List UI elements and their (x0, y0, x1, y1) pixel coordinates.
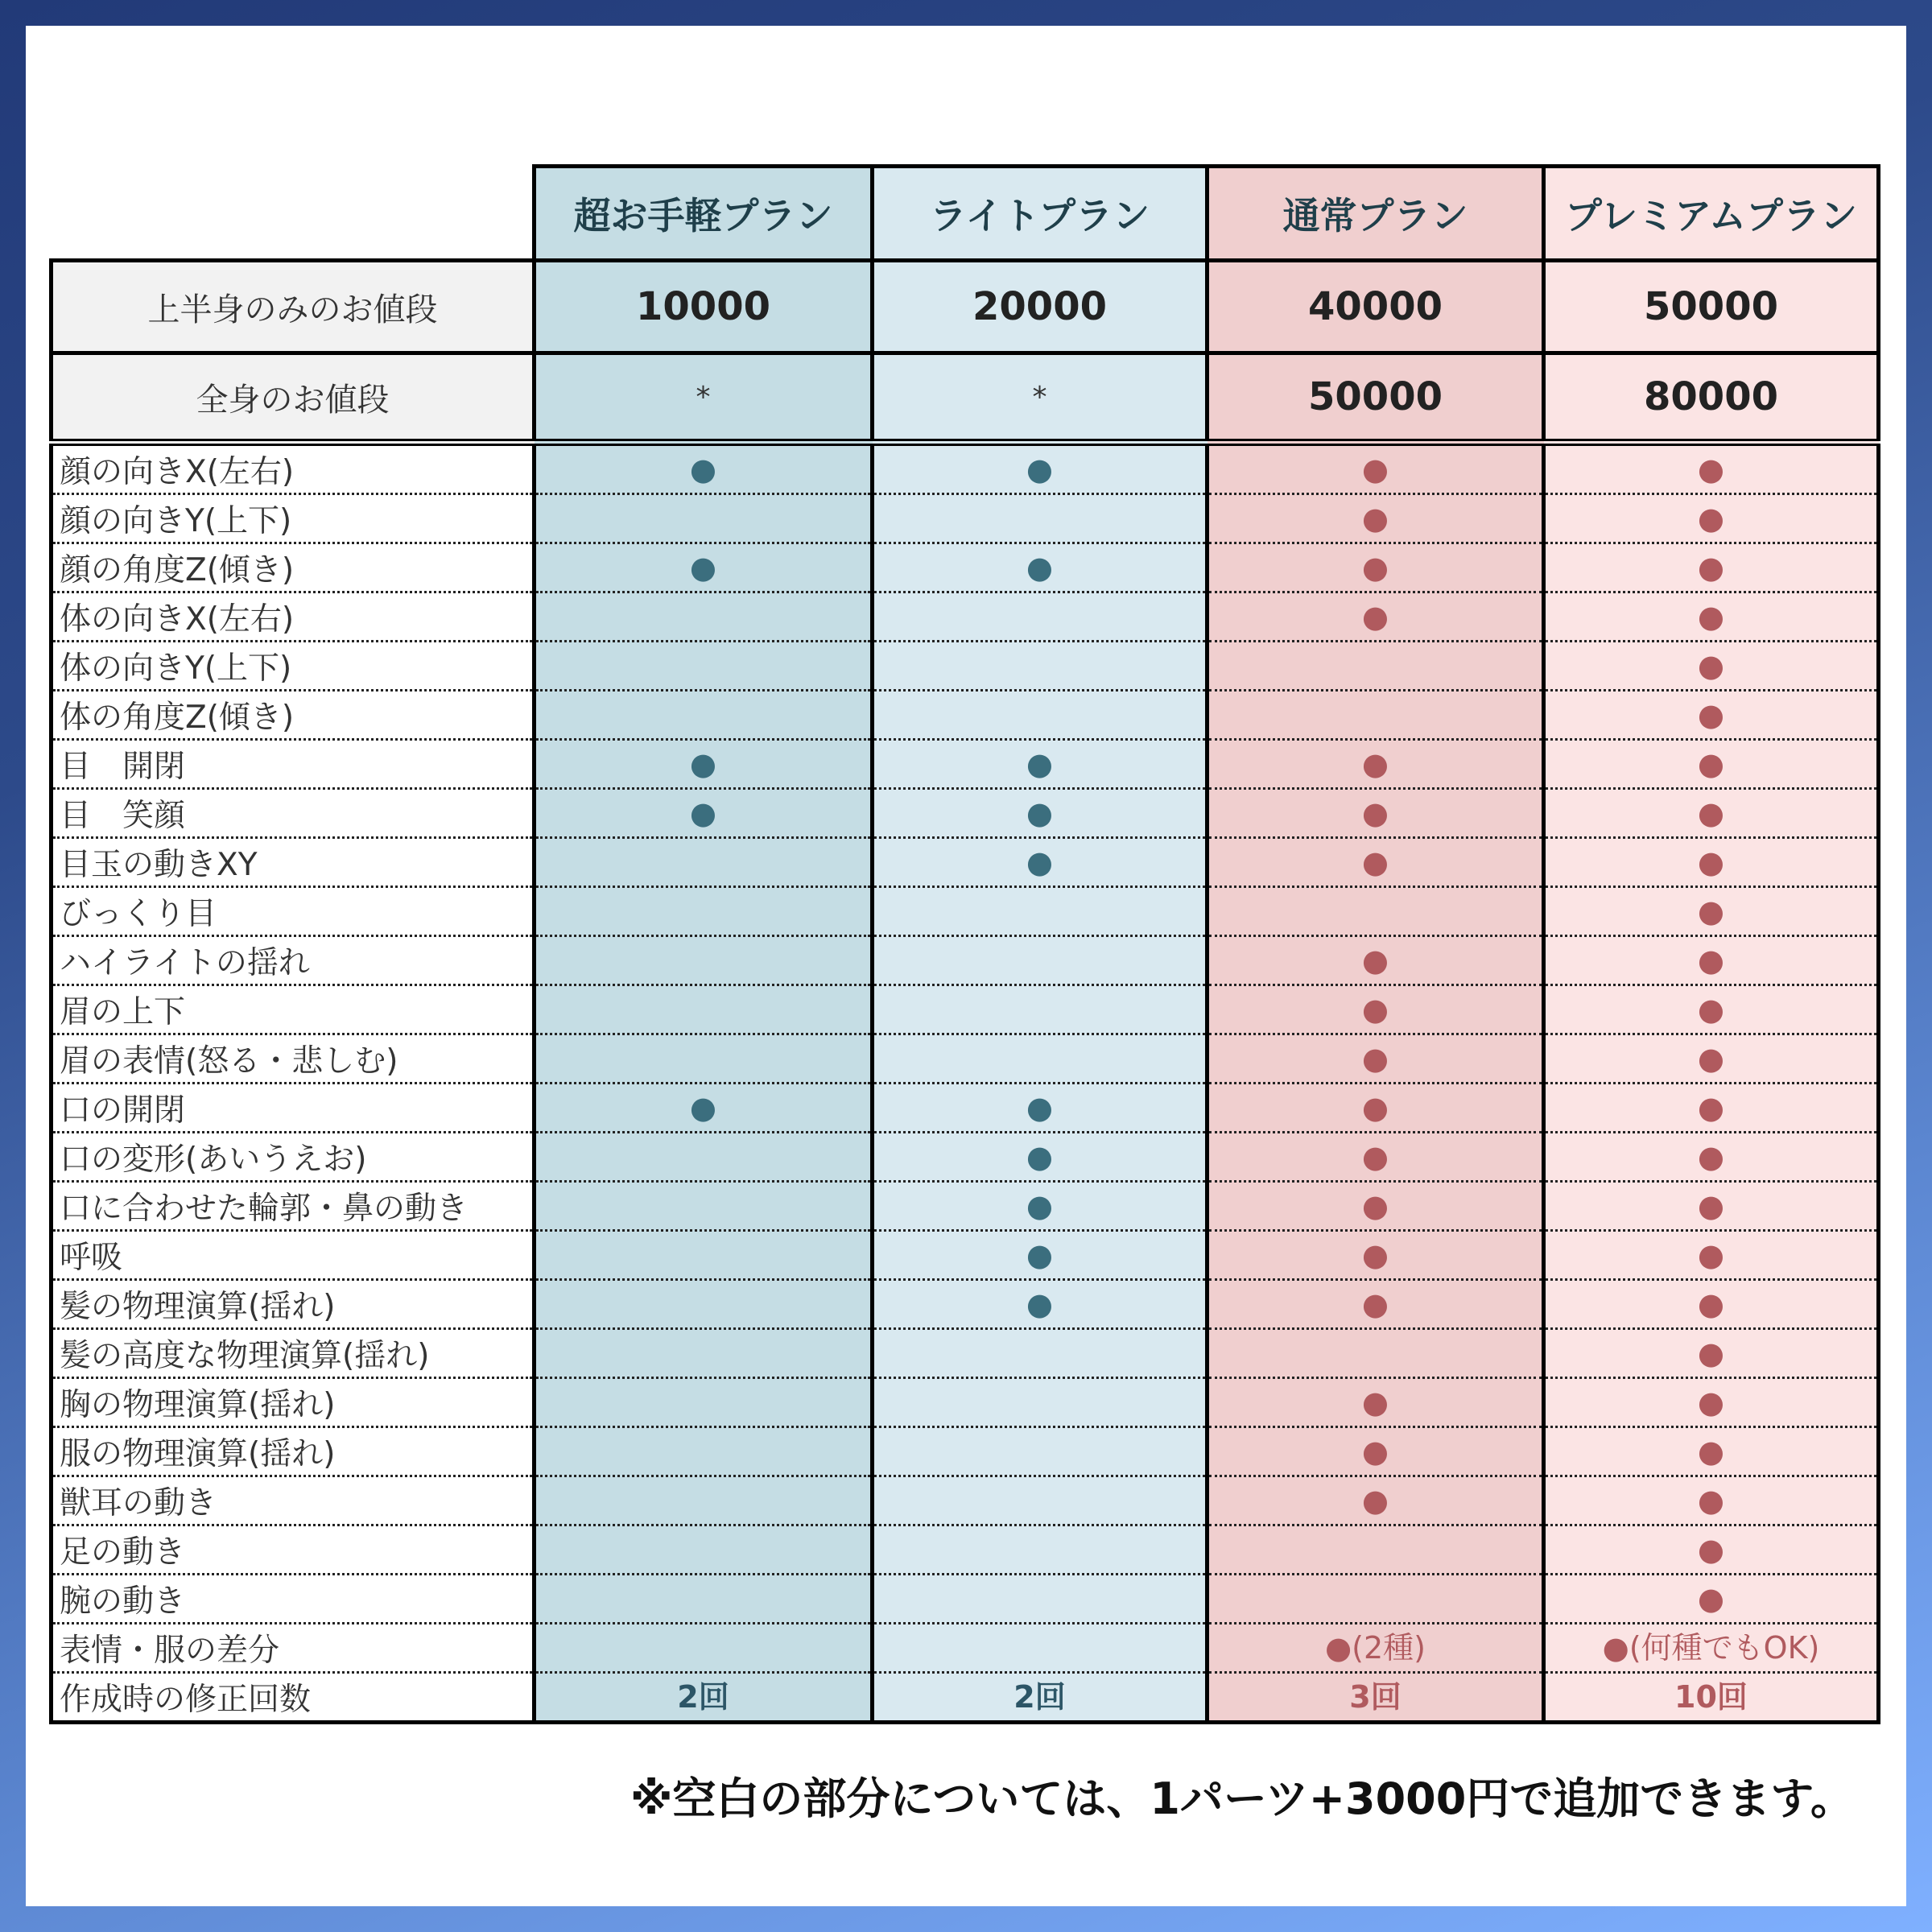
included-mark-cell: ● (1544, 691, 1879, 740)
feature-cell (1208, 642, 1544, 691)
feature-cell (535, 985, 873, 1034)
included-mark-cell: ● (1208, 1476, 1544, 1525)
feature-cell (535, 1427, 873, 1476)
included-mark-cell: ● (1208, 740, 1544, 789)
feature-label: 表情・服の差分 (52, 1624, 535, 1673)
feature-row (52, 936, 1879, 985)
feature-cell (873, 642, 1208, 691)
feature-row (52, 789, 1879, 838)
included-mark-cell: ● (1544, 838, 1879, 887)
included-mark-cell: ● (873, 443, 1208, 494)
feature-cell (873, 1476, 1208, 1525)
feature-cell (873, 1525, 1208, 1575)
included-mark-cell: ● (535, 443, 873, 494)
feature-row (52, 494, 1879, 543)
upper-body-price-label: 上半身のみのお値段 (52, 261, 535, 353)
feature-label: 体の向きY(上下) (52, 642, 535, 691)
feature-cell (873, 691, 1208, 740)
feature-row (52, 1427, 1879, 1476)
feature-row (52, 1378, 1879, 1427)
price-upper-premium: 50000 (1544, 261, 1879, 353)
feature-cell (873, 1575, 1208, 1624)
included-mark-cell: ● (873, 1084, 1208, 1133)
price-upper-light: 20000 (873, 261, 1208, 353)
plan-header-row (52, 167, 1879, 261)
feature-row (52, 1182, 1879, 1231)
included-mark-cell: ● (1208, 1182, 1544, 1231)
feature-cell (535, 592, 873, 642)
feature-label: 獣耳の動き (52, 1476, 535, 1525)
feature-cell: 2回 (873, 1673, 1208, 1723)
feature-cell (535, 494, 873, 543)
feature-label: 口の変形(あいうえお) (52, 1133, 535, 1182)
feature-cell (1208, 1525, 1544, 1575)
included-mark-cell: ● (1208, 1084, 1544, 1133)
feature-cell (535, 887, 873, 936)
included-mark-cell: ● (1208, 1034, 1544, 1084)
feature-cell (873, 1378, 1208, 1427)
footnote: ※空白の部分については、1パーツ+3000円で追加できます。 (630, 1773, 1854, 1824)
included-mark-cell: ● (1208, 838, 1544, 887)
included-mark-cell: ● (1208, 1231, 1544, 1280)
included-mark-cell: ● (1208, 443, 1544, 494)
feature-label: 作成時の修正回数 (52, 1673, 535, 1723)
price-full-premium: 80000 (1544, 353, 1879, 443)
feature-cell: 2回 (535, 1673, 873, 1723)
included-mark-cell: ● (873, 543, 1208, 592)
included-mark-cell: ● (1208, 936, 1544, 985)
plan-header-standard: 通常プラン (1208, 167, 1544, 261)
feature-row (52, 740, 1879, 789)
feature-row (52, 1575, 1879, 1624)
plan-header-premium: プレミアムプラン (1544, 167, 1879, 261)
feature-label: 顔の向きY(上下) (52, 494, 535, 543)
price-full-basic: * (535, 353, 873, 443)
feature-row (52, 1624, 1879, 1673)
plan-header-basic: 超お手軽プラン (535, 167, 873, 261)
included-mark-cell: ● (873, 1133, 1208, 1182)
included-mark-cell: ● (873, 838, 1208, 887)
feature-cell (1208, 691, 1544, 740)
feature-row (52, 1231, 1879, 1280)
included-mark-cell: ● (1544, 1231, 1879, 1280)
feature-row (52, 642, 1879, 691)
included-mark-cell: ● (1208, 1427, 1544, 1476)
included-mark-cell: ● (1544, 1133, 1879, 1182)
feature-row (52, 1280, 1879, 1329)
full-body-price-label: 全身のお値段 (52, 353, 535, 443)
feature-cell (535, 642, 873, 691)
price-upper-standard: 40000 (1208, 261, 1544, 353)
feature-label: 口に合わせた輪郭・鼻の動き (52, 1182, 535, 1231)
feature-cell (535, 691, 873, 740)
content-panel (26, 26, 1906, 1906)
included-mark-cell: ● (1544, 1476, 1879, 1525)
included-mark-cell: ● (1544, 740, 1879, 789)
feature-label: 目 開閉 (52, 740, 535, 789)
feature-cell: 3回 (1208, 1673, 1544, 1723)
feature-row (52, 1329, 1879, 1378)
feature-row (52, 1476, 1879, 1525)
included-mark-cell: ● (1208, 1133, 1544, 1182)
feature-cell (535, 1182, 873, 1231)
feature-cell (873, 985, 1208, 1034)
included-mark-cell: ● (1544, 443, 1879, 494)
price-full-standard: 50000 (1208, 353, 1544, 443)
feature-label: 顔の向きX(左右) (52, 443, 535, 494)
included-mark-cell: ● (1544, 543, 1879, 592)
feature-row (52, 1034, 1879, 1084)
included-mark-cell: ● (1208, 985, 1544, 1034)
included-mark-cell: ● (1544, 789, 1879, 838)
feature-label: 目 笑顔 (52, 789, 535, 838)
included-mark-cell: ● (1544, 1427, 1879, 1476)
feature-cell (535, 1575, 873, 1624)
included-mark-cell: ● (1544, 494, 1879, 543)
feature-label: 髪の高度な物理演算(揺れ) (52, 1329, 535, 1378)
feature-cell (535, 838, 873, 887)
feature-cell (873, 1034, 1208, 1084)
included-mark-cell: ●(何種でもOK) (1544, 1624, 1879, 1673)
included-mark-cell: ● (1208, 789, 1544, 838)
feature-cell (1208, 1575, 1544, 1624)
feature-cell (873, 887, 1208, 936)
feature-row (52, 1084, 1879, 1133)
included-mark-cell: ● (1544, 1575, 1879, 1624)
feature-label: 体の向きX(左右) (52, 592, 535, 642)
feature-cell (873, 1427, 1208, 1476)
included-mark-cell: ● (535, 543, 873, 592)
feature-cell: 10回 (1544, 1673, 1879, 1723)
plan-header-light: ライトプラン (873, 167, 1208, 261)
feature-cell (873, 1329, 1208, 1378)
included-mark-cell: ● (1544, 936, 1879, 985)
feature-label: びっくり目 (52, 887, 535, 936)
feature-cell (1208, 887, 1544, 936)
included-mark-cell: ● (1544, 1525, 1879, 1575)
feature-label: 顔の角度Z(傾き) (52, 543, 535, 592)
included-mark-cell: ● (873, 740, 1208, 789)
feature-cell (535, 1624, 873, 1673)
included-mark-cell: ● (1208, 1378, 1544, 1427)
included-mark-cell: ● (1544, 887, 1879, 936)
feature-label: 呼吸 (52, 1231, 535, 1280)
feature-row (52, 443, 1879, 494)
included-mark-cell: ●(2種) (1208, 1624, 1544, 1673)
feature-label: 眉の上下 (52, 985, 535, 1034)
feature-row (52, 1525, 1879, 1575)
feature-cell (535, 1476, 873, 1525)
feature-label: 足の動き (52, 1525, 535, 1575)
feature-label: 髪の物理演算(揺れ) (52, 1280, 535, 1329)
full-body-price-row (52, 353, 1879, 443)
included-mark-cell: ● (873, 1182, 1208, 1231)
included-mark-cell: ● (535, 789, 873, 838)
included-mark-cell: ● (535, 1084, 873, 1133)
feature-row (52, 592, 1879, 642)
feature-label: ハイライトの揺れ (52, 936, 535, 985)
feature-cell (535, 1133, 873, 1182)
included-mark-cell: ● (873, 789, 1208, 838)
feature-cell (873, 494, 1208, 543)
included-mark-cell: ● (1544, 1034, 1879, 1084)
feature-cell (535, 936, 873, 985)
included-mark-cell: ● (1544, 642, 1879, 691)
feature-cell (873, 1624, 1208, 1673)
feature-cell (873, 592, 1208, 642)
included-mark-cell: ● (1544, 1280, 1879, 1329)
included-mark-cell: ● (1208, 592, 1544, 642)
feature-cell (535, 1525, 873, 1575)
feature-row (52, 1673, 1879, 1723)
feature-row (52, 1133, 1879, 1182)
feature-row (52, 691, 1879, 740)
feature-label: 口の開閉 (52, 1084, 535, 1133)
feature-row (52, 838, 1879, 887)
included-mark-cell: ● (535, 740, 873, 789)
feature-cell (873, 936, 1208, 985)
feature-label: 体の角度Z(傾き) (52, 691, 535, 740)
included-mark-cell: ● (1544, 1084, 1879, 1133)
feature-row (52, 543, 1879, 592)
feature-cell (535, 1280, 873, 1329)
feature-label: 眉の表情(怒る・悲しむ) (52, 1034, 535, 1084)
price-full-light: * (873, 353, 1208, 443)
included-mark-cell: ● (1544, 1329, 1879, 1378)
feature-row (52, 985, 1879, 1034)
included-mark-cell: ● (1208, 543, 1544, 592)
feature-row (52, 887, 1879, 936)
included-mark-cell: ● (1544, 985, 1879, 1034)
feature-label: 服の物理演算(揺れ) (52, 1427, 535, 1476)
feature-label: 目玉の動きXY (52, 838, 535, 887)
corner-cell (52, 167, 535, 261)
included-mark-cell: ● (1208, 1280, 1544, 1329)
included-mark-cell: ● (873, 1231, 1208, 1280)
included-mark-cell: ● (1544, 592, 1879, 642)
plan-comparison-table (49, 164, 1880, 1724)
upper-body-price-row (52, 261, 1879, 353)
feature-cell (535, 1231, 873, 1280)
feature-cell (1208, 1329, 1544, 1378)
feature-label: 腕の動き (52, 1575, 535, 1624)
included-mark-cell: ● (1544, 1378, 1879, 1427)
feature-cell (535, 1378, 873, 1427)
feature-cell (535, 1034, 873, 1084)
included-mark-cell: ● (873, 1280, 1208, 1329)
included-mark-cell: ● (1208, 494, 1544, 543)
included-mark-cell: ● (1544, 1182, 1879, 1231)
feature-cell (535, 1329, 873, 1378)
price-upper-basic: 10000 (535, 261, 873, 353)
feature-label: 胸の物理演算(揺れ) (52, 1378, 535, 1427)
